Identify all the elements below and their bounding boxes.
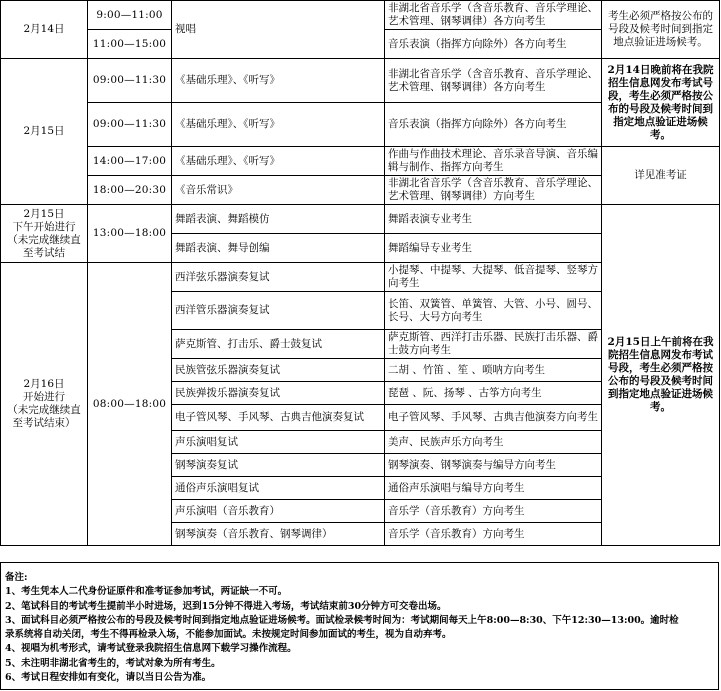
time-cell: 11:00—15:00 [88, 30, 172, 59]
scope-cell: 通俗声乐演唱与编导方向考生 [385, 477, 602, 500]
time-cell: 09:00—11:30 [88, 103, 172, 147]
table-row [1, 59, 720, 103]
scope-cell: 音乐学（音乐教育）方向考生 [385, 523, 602, 546]
note-cell: 考生必须严格按公布的号段及候考时间到指定地点验证进场候考。 [602, 1, 720, 59]
note-text: 2月15日上午前将在我院招生信息网发布考试号段，考生必须严格按公布的号段及候考时间到指定地点验证进场候考。 [607, 336, 714, 413]
time-cell: 18:00—20:30 [88, 176, 172, 205]
subject-cell: 声乐演唱复试 [172, 431, 385, 454]
subject-cell: 萨克斯管、打击乐、爵士鼓复试 [172, 330, 385, 359]
scope-cell: 非湖北省音乐学（含音乐教育、音乐学理论、艺术管理、钢琴调律）各方向考生 [385, 59, 602, 103]
scope-cell: 舞蹈表演专业考生 [385, 205, 602, 234]
subject-cell: 钢琴演奏（音乐教育、钢琴调律） [172, 523, 385, 546]
scope-cell: 音乐学（音乐教育）方向考生 [385, 500, 602, 523]
scope-cell: 萨克斯管、西洋打击乐器、民族打击乐器、爵士鼓方向考生 [385, 330, 602, 359]
scope-cell: 琵琶 、阮、扬琴 、古筝方向考生 [385, 382, 602, 405]
scope-cell: 作曲与作曲技术理论、音乐录音导演、音乐编辑与制作、指挥方向考生 [385, 147, 602, 176]
time-cell: 09:00—11:30 [88, 59, 172, 103]
scope-cell: 非湖北省音乐学（含音乐教育、音乐学理论、艺术管理、钢琴调律）方向考生 [385, 176, 602, 205]
scope-cell: 二胡 、竹笛 、笙 、唢呐方向考生 [385, 359, 602, 382]
subject-cell: 《基础乐理》、《听写》 [172, 147, 385, 176]
scope-cell: 小提琴、中提琴、大提琴、低音提琴、竖琴方向考生 [385, 263, 602, 292]
subject-cell: 舞蹈表演、舞蹈模仿 [172, 205, 385, 234]
time-cell: 9:00—11:00 [88, 1, 172, 30]
subject-cell: 声乐演唱（音乐教育） [172, 500, 385, 523]
table-row [1, 147, 720, 176]
scope-cell: 电子管风琴、手风琴、古典吉他演奏方向考生 [385, 405, 602, 431]
scope-cell: 钢琴演奏、钢琴演奏与编导方向考生 [385, 454, 602, 477]
subject-cell: 民族管弦乐器演奏复试 [172, 359, 385, 382]
subject-cell: 舞蹈表演、舞导创编 [172, 234, 385, 263]
remark-item: 1、考生凭本人二代身份证原件和准考证参加考试，两证缺一不可。 [5, 586, 288, 598]
subject-cell: 西洋弦乐器演奏复试 [172, 263, 385, 292]
scope-cell: 音乐表演（指挥方向除外）各方向考生 [385, 103, 602, 147]
remarks-section [0, 562, 719, 690]
subject-cell: 《基础乐理》、《听写》 [172, 103, 385, 147]
subject-cell: 通俗声乐演唱复试 [172, 477, 385, 500]
subject-cell: 《音乐常识》 [172, 176, 385, 205]
note-cell: 详见准考证 [602, 147, 720, 205]
remark-item: 5、未注明非湖北省考生的，考试对象为所有考生。 [5, 657, 221, 669]
subject-cell: 民族弹拨乐器演奏复试 [172, 382, 385, 405]
remark-item: 3、面试科目必须严格按公布的号段及候考时间到指定地点验证进场候考。面试检录候考时间为：考试期间每天上午8:00—8:30、下午12:30—13:00。逾时检 [5, 614, 679, 626]
date-cell: 2月14日 [1, 1, 88, 59]
scope-cell: 舞蹈编导专业考生 [385, 234, 602, 263]
subject-cell: 西洋管乐器演奏复试 [172, 292, 385, 330]
remark-item: 2、笔试科目的考试考生提前半小时进场，迟到15分钟不得进入考场，考试结束前30分钟方可交卷出场。 [5, 600, 447, 612]
time-cell: 14:00—17:00 [88, 147, 172, 176]
time-cell: 08:00—18:00 [88, 263, 172, 546]
remarks-title: 备注: [5, 572, 28, 583]
date-cell: 2月15日 下午开始进行 （未完成继续直至考试结 [1, 205, 88, 263]
subject-cell: 视唱 [172, 1, 385, 59]
subject-cell: 《基础乐理》、《听写》 [172, 59, 385, 103]
time-cell: 13:00—18:00 [88, 205, 172, 263]
table-row [1, 1, 720, 30]
remark-item: 6、考试日程安排如有变化，请以当日公告为准。 [5, 672, 212, 684]
subject-cell: 钢琴演奏复试 [172, 454, 385, 477]
scope-cell: 美声、民族声乐方向考生 [385, 431, 602, 454]
scope-cell: 非湖北省音乐学（含音乐教育、音乐学理论、艺术管理、钢琴调律）各方向考生 [385, 1, 602, 30]
note-cell [602, 205, 720, 546]
table-row [1, 205, 720, 234]
note-text: 2月14日晚前将在我院招生信息网发布考试号段，考生必须严格按公布的号段及候考时间到指定地点验证进场候考。 [607, 63, 714, 141]
remark-item: 4、视唱为机考形式，请考试登录我院招生信息网下载学习操作流程。 [5, 643, 297, 655]
note-cell [602, 59, 720, 147]
date-cell: 2月15日 [1, 59, 88, 205]
scope-cell: 音乐表演（指挥方向除外）各方向考生 [385, 30, 602, 59]
remark-item: 录系统将自动关闭，考生不得再检录入场，不能参加面试。未按规定时间参加面试的考生，视为自动弃考。 [5, 629, 452, 641]
date-cell: 2月16日 开始进行 （未完成继续直至考试结束） [1, 263, 88, 546]
subject-cell: 电子管风琴、手风琴、古典吉他演奏复试 [172, 405, 385, 431]
scope-cell: 长笛、双簧管、单簧管、大管、小号、圆号、长号、大号方向考生 [385, 292, 602, 330]
